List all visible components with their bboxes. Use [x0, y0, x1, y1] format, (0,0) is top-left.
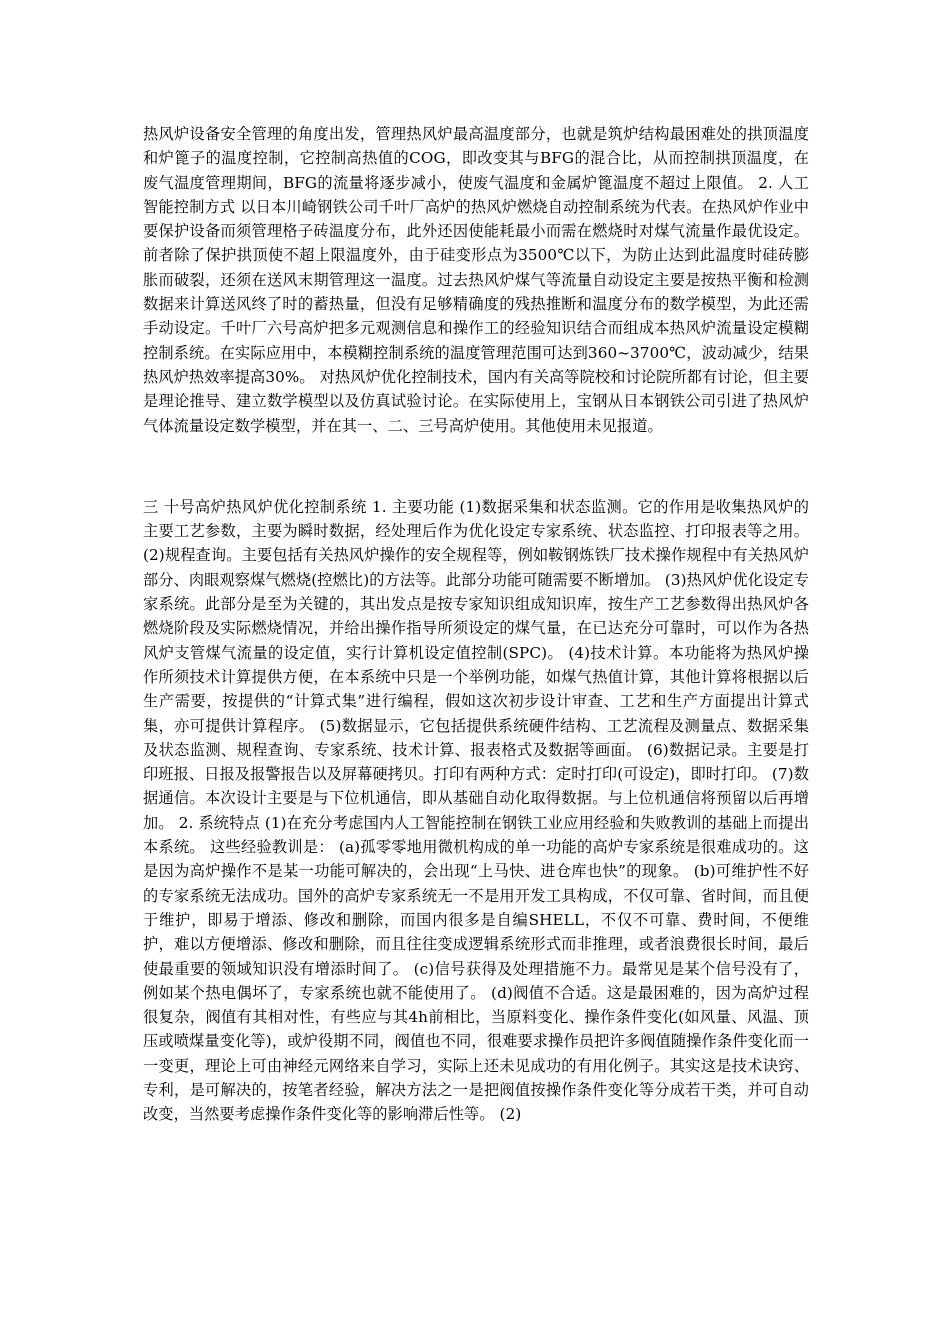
body-paragraph-no10-optimization-system: 三 十号高炉热风炉优化控制系统 1. 主要功能 (1)数据采集和状态监测。它的作用是收集热风炉的主要工艺参数，主要为瞬时数据，经处理后作为优化设定专家系统、状态监控、打印报表等之用。 (2)规程查询。主要包括有关热风炉操作的安全规程等，例如鞍钢炼铁厂技术操作规程中有关热风炉部分、肉眼观察煤气燃烧(控燃比)的方法等。此部分功能可随需要不断增加。 (3)热风炉优化设定专家系统。此部分是至为关键的，其出发点是按专家知识组成知识库，按生产工艺参数得出热风炉各燃烧阶段及实际燃烧情况，并给出操作指导所须设定的煤气量，在已达充分可靠时，可以作为各热风炉支管煤气流量的设定值，实行计算机设定值控制(SPC)。 (4)技术计算。本功能将为热风炉操作所须技术计算提供方便，在本系统中只是一个举例功能，如煤气热值计算，其他计算将根据以后生产需要，按提供的“计算式集”进行编程，假如这次初步设计审查、工艺和生产方面提出计算式集，亦可提供计算程序。 (5)数据显示，它包括提供系统硬件结构、工艺流程及测量点、数据采集及状态监测、规程查询、专家系统、技术计算、报表格式及数据等画面。 (6)数据记录。主要是打印班报、日报及报警报告以及屏幕硬拷贝。打印有两种方式：定时打印(可设定)，即时打印。 (7)数据通信。本次设计主要是与下位机通信，即从基础自动化取得数据。与上位机通信将预留以后再增加。 2. 系统特点 (1)在充分考虑国内人工智能控制在钢铁工业应用经验和失败教训的基础上而提出本系统。 这些经验教训是： (a)孤零零地用微机构成的单一功能的高炉专家系统是很难成功的。这是因为高炉操作不是某一功能可解决的，会出现“上马快、进仓库也快”的现象。 (b)可维护性不好的专家系统无法成功。国外的高炉专家系统无一不是用开发工具构成，不仅可靠、省时间，而且便于维护，即易于增添、修改和删除，而国内很多是自编SHELL，不仅不可靠、费时间，不便维护，难以方便增添、修改和删除，而且往往变成逻辑系统形式而非推理，或者浪费很长时间，最后使最重要的领域知识没有增添时间了。 (c)信号获得及处理措施不力。最常见是某个信号没有了，例如某个热电偶坏了，专家系统也就不能使用了。 (d)阀值不合适。这是最困难的，因为高炉过程很复杂，阀值有其相对性，有些应与其4h前相比，当原料变化、操作条件变化(如风量、风温、顶压或喷煤量变化等)，或炉役期不同，阀值也不同，很难要求操作员把许多阀值随操作条件变化而一一变更，理论上可由神经元网络来自学习，实际上还未见成功的有用化例子。其实这是技术诀窍、专利，是可解决的，按笔者经验，解决方法之一是把阀值按操作条件变化等分成若干类，并可自动改变，当然要考虑操作条件变化等的影响滞后性等。 (2) — [143, 497, 809, 1124]
body-paragraph-hot-stove-management: 热风炉设备安全管理的角度出发，管理热风炉最高温度部分，也就是筑炉结构最困难处的拱顶温度和炉篦子的温度控制，它控制高热值的COG，即改变其与BFG的混合比，从而控制拱顶温度，在废气温度管理期间，BFG的流量将逐步减小，使废气温度和金属炉篦温度不超过上限值。 2. 人工智能控制方式 以日本川崎钢铁公司千叶厂高炉的热风炉燃烧自动控制系统为代表。在热风炉作业中要保护设备而须管理格子砖温度分布，此外还因使能耗最小而需在燃烧时对煤气流量作最优设定。前者除了保护拱顶使不超上限温度外，由于硅变形点为3500℃以下，为防止达到此温度时硅砖膨胀而破裂，还须在送风末期管理这一温度。过去热风炉煤气等流量自动设定主要是按热平衡和检测数据来计算送风终了时的蓄热量，但没有足够精确度的残热推断和温度分布的数学模型，为此还需手动设定。千叶厂六号高炉把多元观测信息和操作工的经验知识结合而组成本热风炉流量设定模糊控制系统。在实际应用中，本模糊控制系统的温度管理范围可达到360~3700℃，波动减少，结果热风炉热效率提高30%。 对热风炉优化控制技术，国内有关高等院校和讨论院所都有讨论，但主要是理论推导、建立数学模型以及仿真试验讨论。在实际使用上，宝钢从日本钢铁公司引进了热风炉气体流量设定数学模型，并在其一、二、三号高炉使用。其他使用未见报道。 — [143, 125, 809, 435]
paragraph-spacer — [143, 438, 809, 495]
document-page — [143, 122, 809, 1127]
